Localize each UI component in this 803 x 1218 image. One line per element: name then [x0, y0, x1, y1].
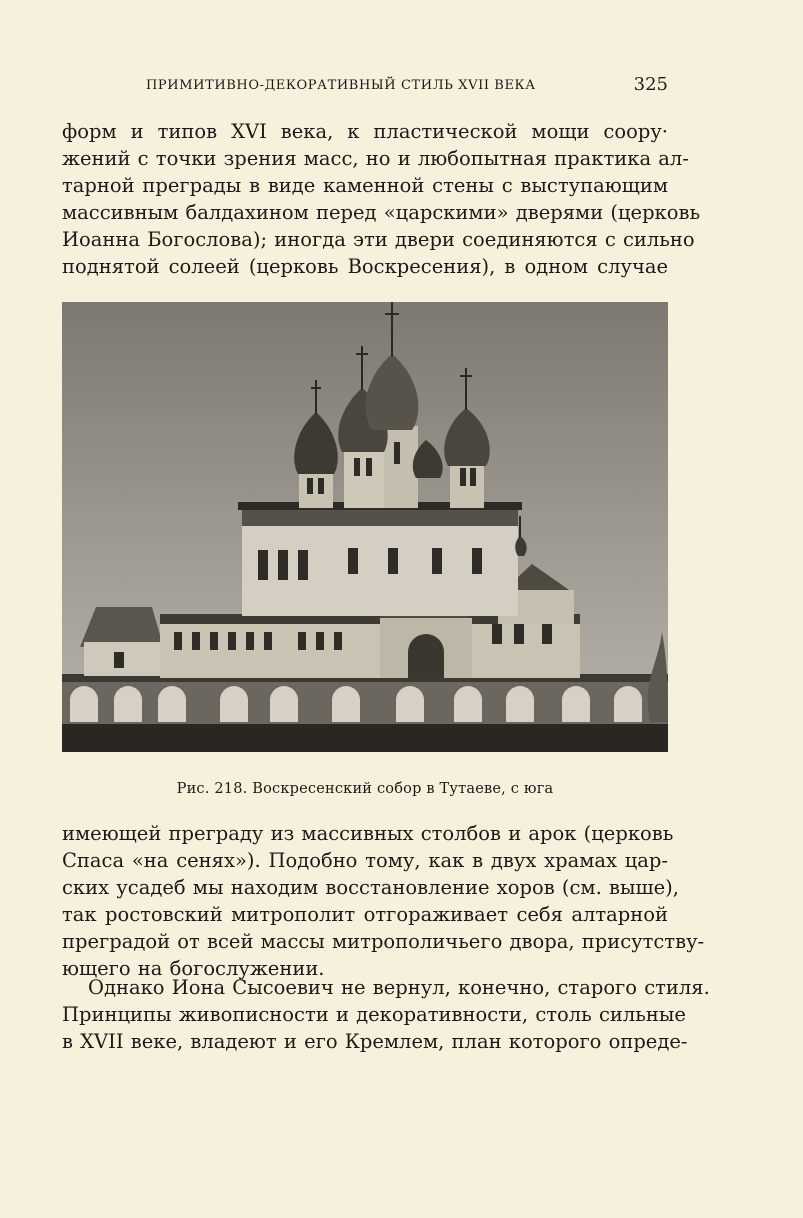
- figure-caption: Рис. 218. Воскресенский собор в Тутаеве, с юга: [176, 781, 554, 797]
- text-line: в XVII веке, владеют и его Кремлем, план которого опреде-: [62, 1030, 688, 1053]
- cathedral-photo: [62, 302, 668, 752]
- text-line: поднятой солеей (церковь Воскресения), в одном случае: [62, 255, 668, 278]
- text-line: Иоанна Богослова); иногда эти двери соединяются с сильно: [62, 228, 695, 251]
- running-head: [62, 74, 668, 98]
- running-title: ПРИМИТИВНО-ДЕКОРАТИВНЫЙ СТИЛЬ XVII ВЕКА: [146, 78, 536, 93]
- text-line: ющего на богослужении.: [62, 957, 325, 980]
- text-line: имеющей преграду из массивных столбов и арок (церковь: [62, 822, 674, 845]
- page-number: 325: [633, 74, 668, 95]
- text-line: массивным балдахином перед «царскими» дверями (церковь: [62, 201, 701, 224]
- paragraph-bottom: [62, 974, 710, 1055]
- text-line: Принципы живописности и декоративности, столь сильные: [62, 1003, 686, 1026]
- text-line: форм и типов XVI века, к пластической мощи соору·: [62, 120, 668, 143]
- text-line: ских усадеб мы находим восстановление хоров (см. выше),: [62, 876, 679, 899]
- paragraph-top: [62, 118, 701, 280]
- text-line: преградой от всей массы митрополичьего двора, присутству-: [62, 930, 705, 953]
- text-line: тарной преграды в виде каменной стены с выступающим: [62, 174, 668, 197]
- paragraph-middle: [62, 820, 705, 982]
- text-line: так ростовский митрополит отгораживает себя алтарной: [62, 903, 668, 926]
- text-line: Однако Иона Сысоевич не вернул, конечно, старого стиля.: [88, 976, 710, 999]
- text-line: Спаса «на сенях»). Подобно тому, как в двух храмах цар-: [62, 849, 668, 872]
- text-line: жений с точки зрения масс, но и любопытная практика ал-: [62, 147, 689, 170]
